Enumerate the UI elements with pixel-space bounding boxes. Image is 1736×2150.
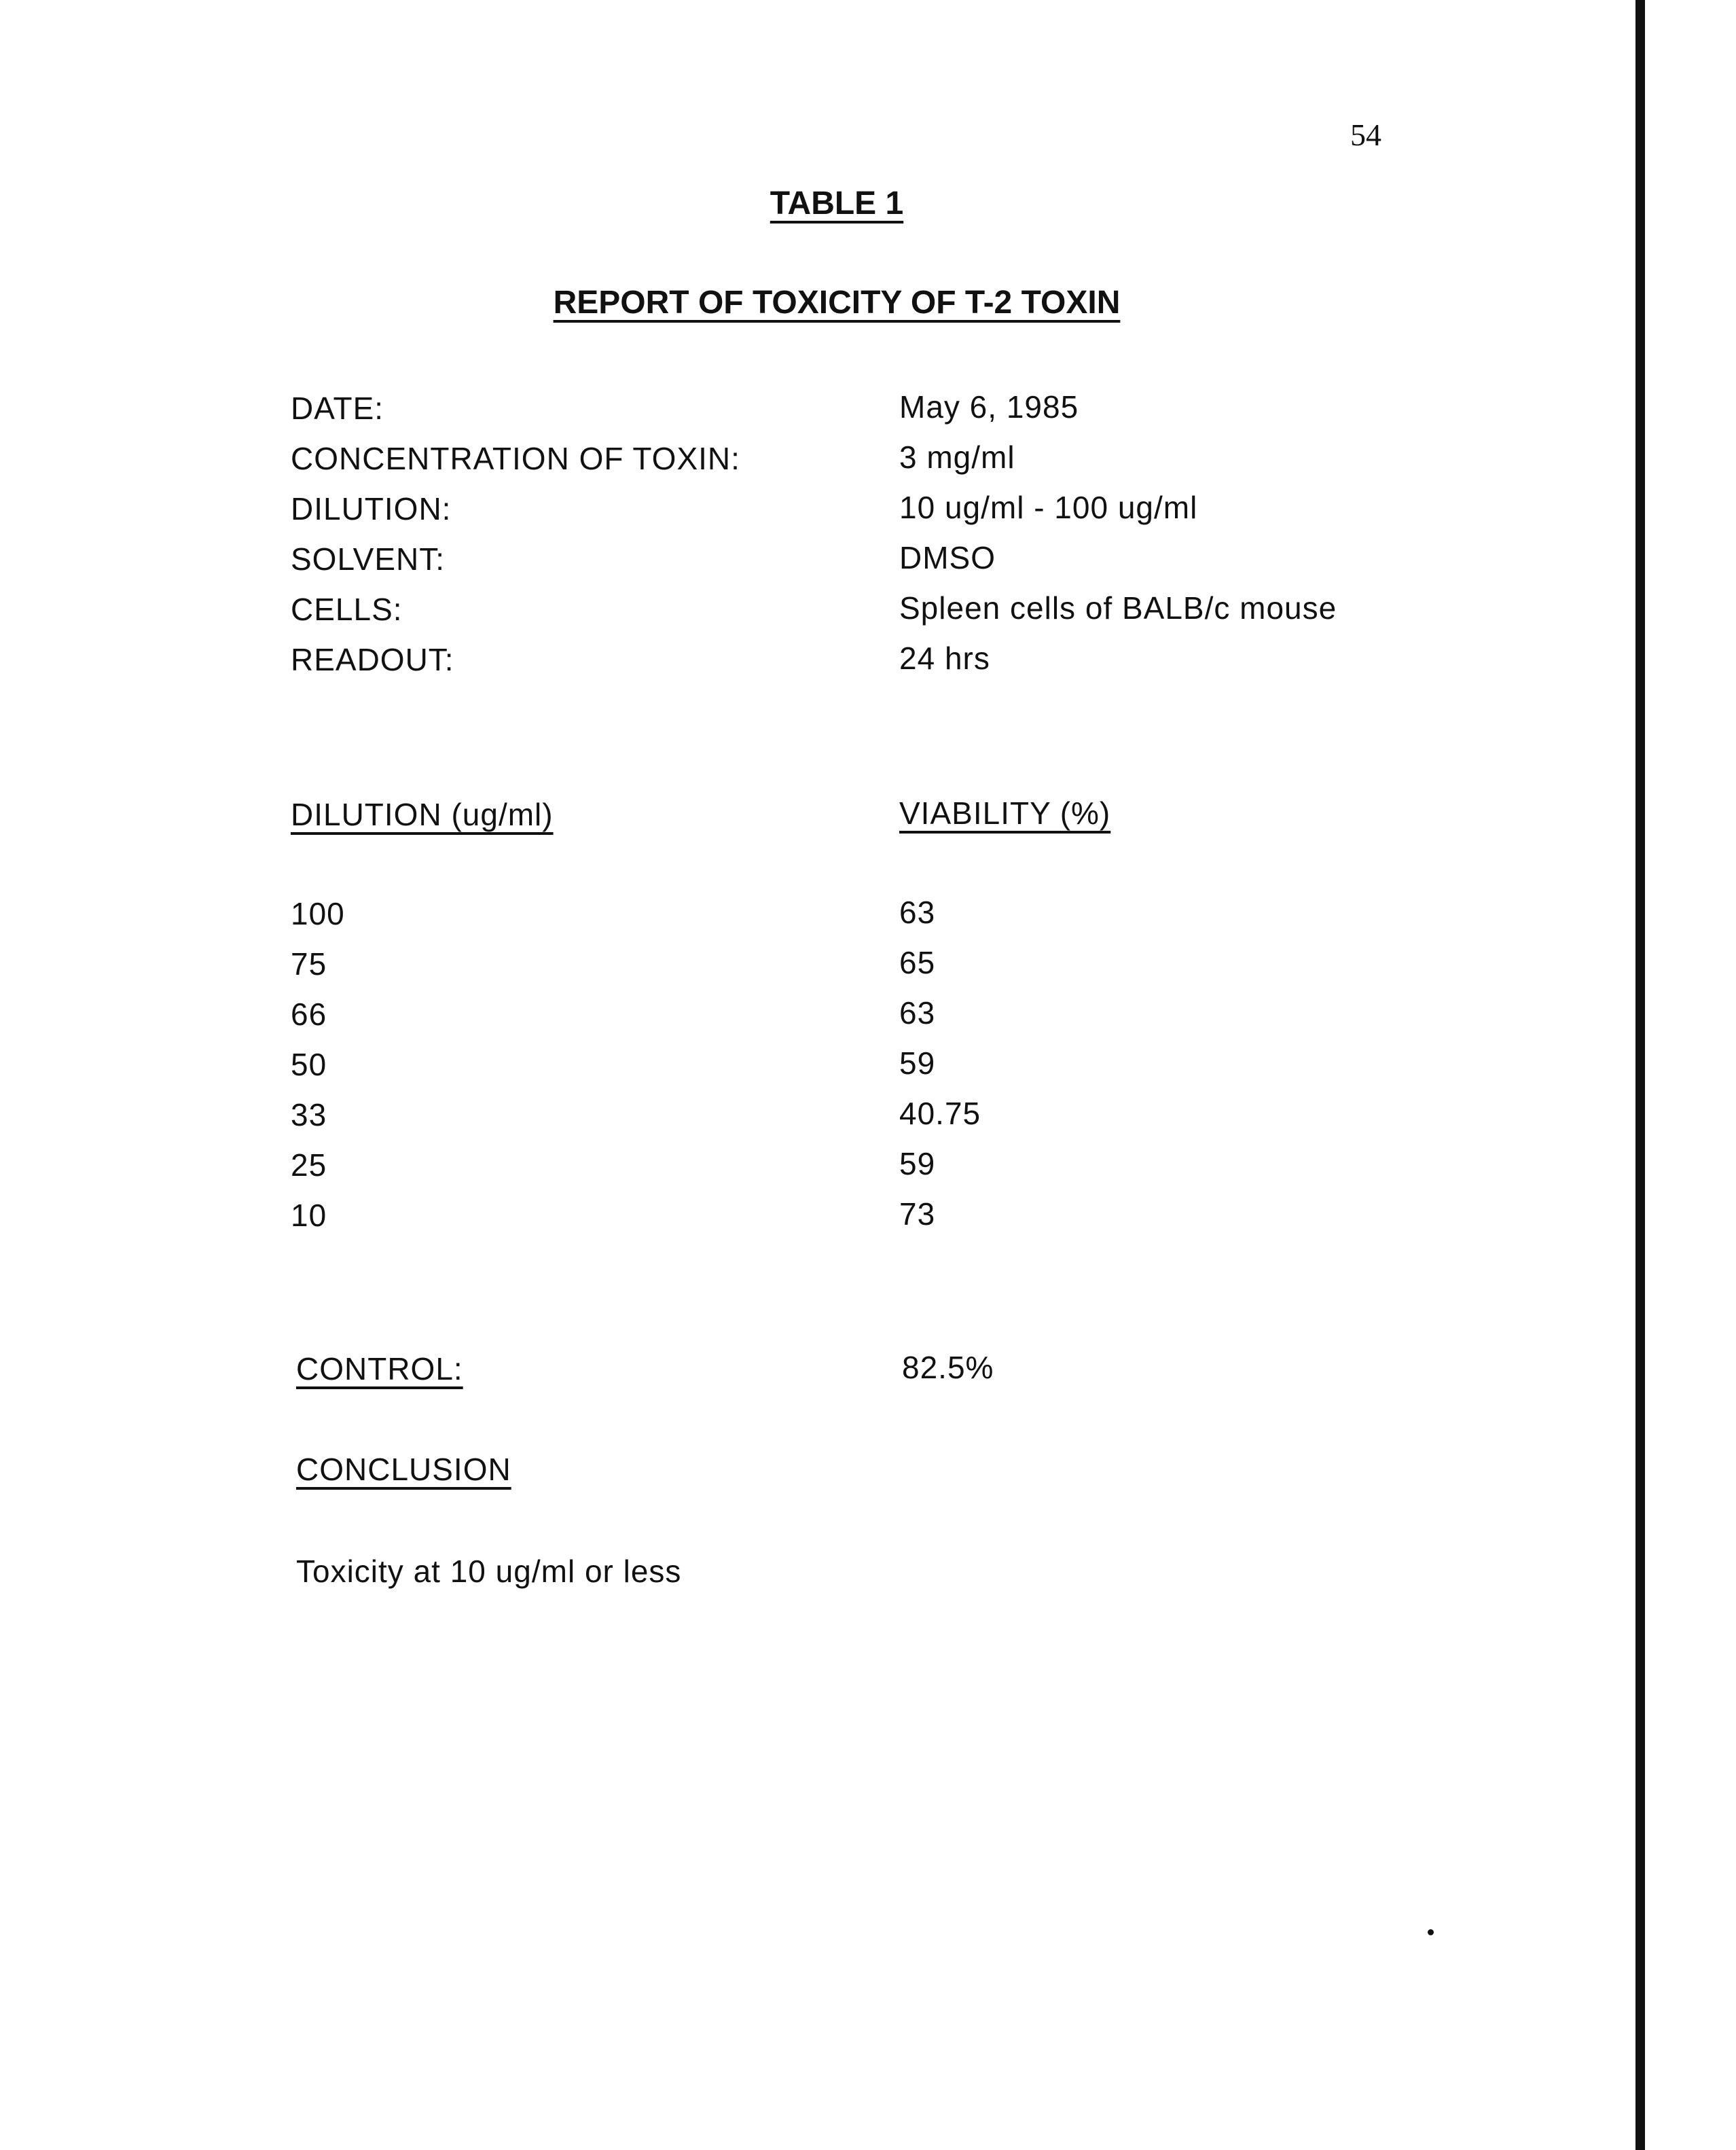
conclusion-heading: CONCLUSION [296,1452,511,1487]
results-dilution-cell: 100 [291,896,345,931]
results-dilution-cell: 10 [291,1198,327,1233]
page-number: 54 [1350,118,1381,152]
results-viability-cell: 65 [899,945,936,980]
info-value-concentration: 3 mg/ml [899,440,1015,475]
report-title-text: REPORT OF TOXICITY OF T-2 TOXIN [553,285,1121,321]
info-label-date: DATE: [291,391,384,426]
results-viability-cell: 59 [899,1146,936,1181]
control-value: 82.5% [902,1350,994,1385]
info-label-cells: CELLS: [291,592,403,627]
info-label-readout: READOUT: [291,642,454,677]
table-label [0,185,1674,222]
info-value-date: May 6, 1985 [899,389,1079,425]
results-dilution-cell: 75 [291,946,327,982]
info-label-dilution: DILUTION: [291,491,452,526]
results-header-dilution: DILUTION (ug/ml) [291,797,554,832]
results-header-viability: VIABILITY (%) [899,795,1111,831]
info-value-cells: Spleen cells of BALB/c mouse [899,590,1337,626]
stray-dot [1428,1929,1434,1935]
right-scan-border [1635,0,1645,2150]
report-title [0,284,1674,321]
info-label-concentration: CONCENTRATION OF TOXIN: [291,441,740,476]
info-value-solvent: DMSO [899,540,996,575]
results-viability-cell: 40.75 [899,1096,981,1131]
results-viability-cell: 63 [899,995,936,1031]
conclusion-text: Toxicity at 10 ug/ml or less [296,1554,682,1589]
results-dilution-cell: 33 [291,1097,327,1132]
info-label-solvent: SOLVENT: [291,541,445,577]
results-viability-cell: 73 [899,1196,936,1232]
table-label-text: TABLE 1 [770,185,904,221]
info-value-readout: 24 hrs [899,641,990,676]
results-viability-cell: 59 [899,1045,936,1081]
control-label: CONTROL: [296,1351,463,1386]
results-dilution-cell: 25 [291,1147,327,1183]
results-dilution-cell: 50 [291,1047,327,1082]
results-dilution-cell: 66 [291,997,327,1032]
info-value-dilution: 10 ug/ml - 100 ug/ml [899,490,1198,525]
results-viability-cell: 63 [899,895,936,930]
